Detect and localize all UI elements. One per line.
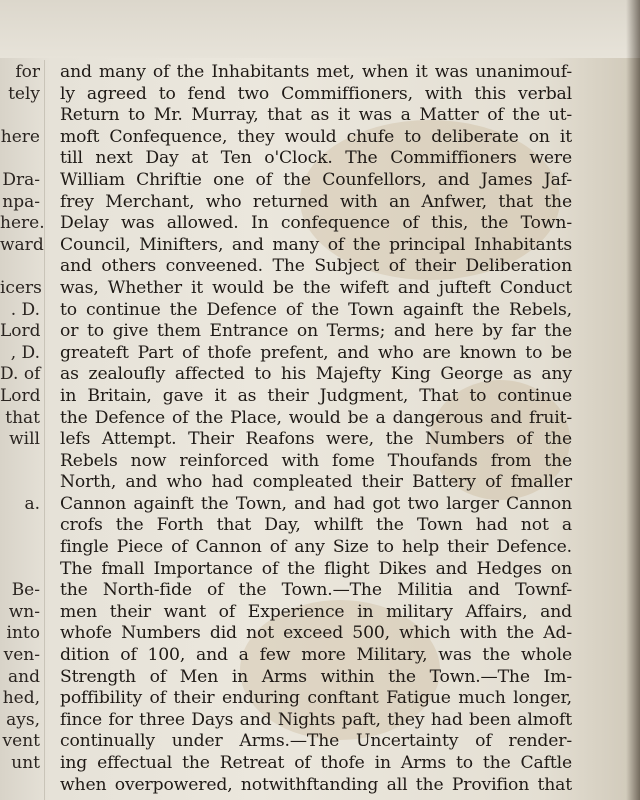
text-line: fingle Piece of Cannon of any Size to help their Defence. xyxy=(60,537,572,558)
text-line: or to give them Entrance on Terms; and here by far the xyxy=(60,321,572,342)
margin-fragment xyxy=(0,105,40,127)
text-line: whofe Numbers did not exceed 500, which with the Ad- xyxy=(60,623,572,644)
text-line: till next Day at Ten o'Clock. The Commiffioners were xyxy=(60,148,572,169)
margin-fragment xyxy=(0,537,40,559)
margin-fragment xyxy=(0,559,40,581)
margin-fragment: for xyxy=(15,62,40,82)
left-column-fragments xyxy=(0,62,45,796)
margin-fragment: npa- xyxy=(2,191,40,212)
margin-fragment: ven- xyxy=(3,645,40,666)
margin-fragment: into xyxy=(6,623,40,644)
text-line: fince for three Days and Nights paft, they had been almoft xyxy=(60,709,572,730)
text-line: in Britain, gave it as their Judgment, That to continue xyxy=(60,385,572,406)
text-line: Cannon againft the Town, and had got two larger Cannon xyxy=(60,493,572,514)
text-line: greateft Part of thofe prefent, and who are known to be xyxy=(60,342,572,363)
text-line: Return to Mr. Murray, that as it was a Matter of the ut- xyxy=(60,105,572,126)
margin-fragment: will xyxy=(9,429,40,450)
text-line: dition of 100, and a few more Military, was the whole xyxy=(60,645,572,666)
margin-fragment: unt xyxy=(11,753,40,773)
text-line: the Defence of the Place, would be a dangerous and fruit- xyxy=(60,407,572,428)
text-line: The fmall Importance of the flight Dikes and Hedges on xyxy=(60,558,572,579)
text-line: Strength of Men in Arms within the Town.—The Im- xyxy=(60,666,572,687)
margin-fragment: here. xyxy=(0,213,45,234)
margin-fragment: tely xyxy=(8,83,40,104)
margin-fragment: Lord xyxy=(0,385,41,406)
text-line: ly agreed to fend two Commiffioners, with this verbal xyxy=(60,83,572,104)
text-line: poffibility of their enduring conftant Fatigue much longer, xyxy=(60,688,572,709)
margin-fragment: , D. xyxy=(10,342,40,363)
margin-fragment: Dra- xyxy=(2,169,40,190)
margin-fragment: here xyxy=(0,126,40,147)
text-line: and many of the Inhabitants met, when it was unanimouf- xyxy=(60,62,572,82)
margin-fragment: ays, xyxy=(6,709,40,730)
margin-fragment xyxy=(0,256,40,278)
text-line: ing effectual the Retreat of thofe in Arms to the Caftle xyxy=(60,753,572,773)
margin-fragment: wn- xyxy=(8,601,40,622)
text-line: as zealoufly affected to his Majefty King George as any xyxy=(60,364,572,385)
page-top-margin xyxy=(0,0,640,58)
column-gutter xyxy=(44,60,45,800)
text-line: continually under Arms.—The Uncertainty of render- xyxy=(60,731,572,752)
margin-fragment: a. xyxy=(24,493,40,514)
text-line: Delay was allowed. In confequence of this, the Town- xyxy=(60,213,572,234)
margin-fragment: . D. xyxy=(10,299,40,320)
article-column xyxy=(60,62,572,796)
margin-fragment: Be- xyxy=(11,580,40,601)
margin-fragment: icers xyxy=(0,277,42,298)
margin-fragment: D. of xyxy=(0,364,41,385)
text-line: frey Merchant, who returned with an Anfwer, that the xyxy=(60,191,572,212)
text-line: Rebels now reinforced with fome Thoufands from the xyxy=(60,450,572,471)
text-line: was, Whether it would be the wifeft and jufteft Conduct xyxy=(60,277,572,298)
text-line: North, and who had compleated their Battery of fmaller xyxy=(60,472,572,493)
margin-fragment: Lord xyxy=(0,321,41,342)
margin-fragment xyxy=(0,472,40,494)
text-line: moft Confequence, they would chufe to deliberate on it xyxy=(60,126,572,147)
margin-fragment xyxy=(0,148,40,170)
text-line: William Chriftie one of the Counfellors, and James Jaf- xyxy=(60,169,572,190)
margin-fragment: hed, xyxy=(2,688,40,709)
page-edge-shadow xyxy=(626,0,640,800)
margin-fragment: vent xyxy=(2,731,40,752)
margin-fragment: that xyxy=(5,407,40,428)
text-line: the North-fide of the Town.—The Militia and Townf- xyxy=(60,580,572,601)
text-line: crofs the Forth that Day, whilft the Town had not a xyxy=(60,515,572,536)
margin-fragment xyxy=(0,775,40,797)
text-line: to continue the Defence of the Town againft the Rebels, xyxy=(60,299,572,320)
margin-fragment: and xyxy=(8,666,40,687)
text-line: and others conveened. The Subject of their Deliberation xyxy=(60,256,572,277)
margin-fragment: ward xyxy=(0,234,44,255)
margin-fragment xyxy=(0,515,40,537)
margin-fragment xyxy=(0,451,40,473)
text-line: men their want of Experience in military Affairs, and xyxy=(60,601,572,622)
text-line: when overpowered, notwithftanding all the Provifion that xyxy=(60,774,572,795)
text-line: Council, Minifters, and many of the principal Inhabitants xyxy=(60,234,572,255)
text-line: lefs Attempt. Their Reafons were, the Numbers of the xyxy=(60,429,572,450)
